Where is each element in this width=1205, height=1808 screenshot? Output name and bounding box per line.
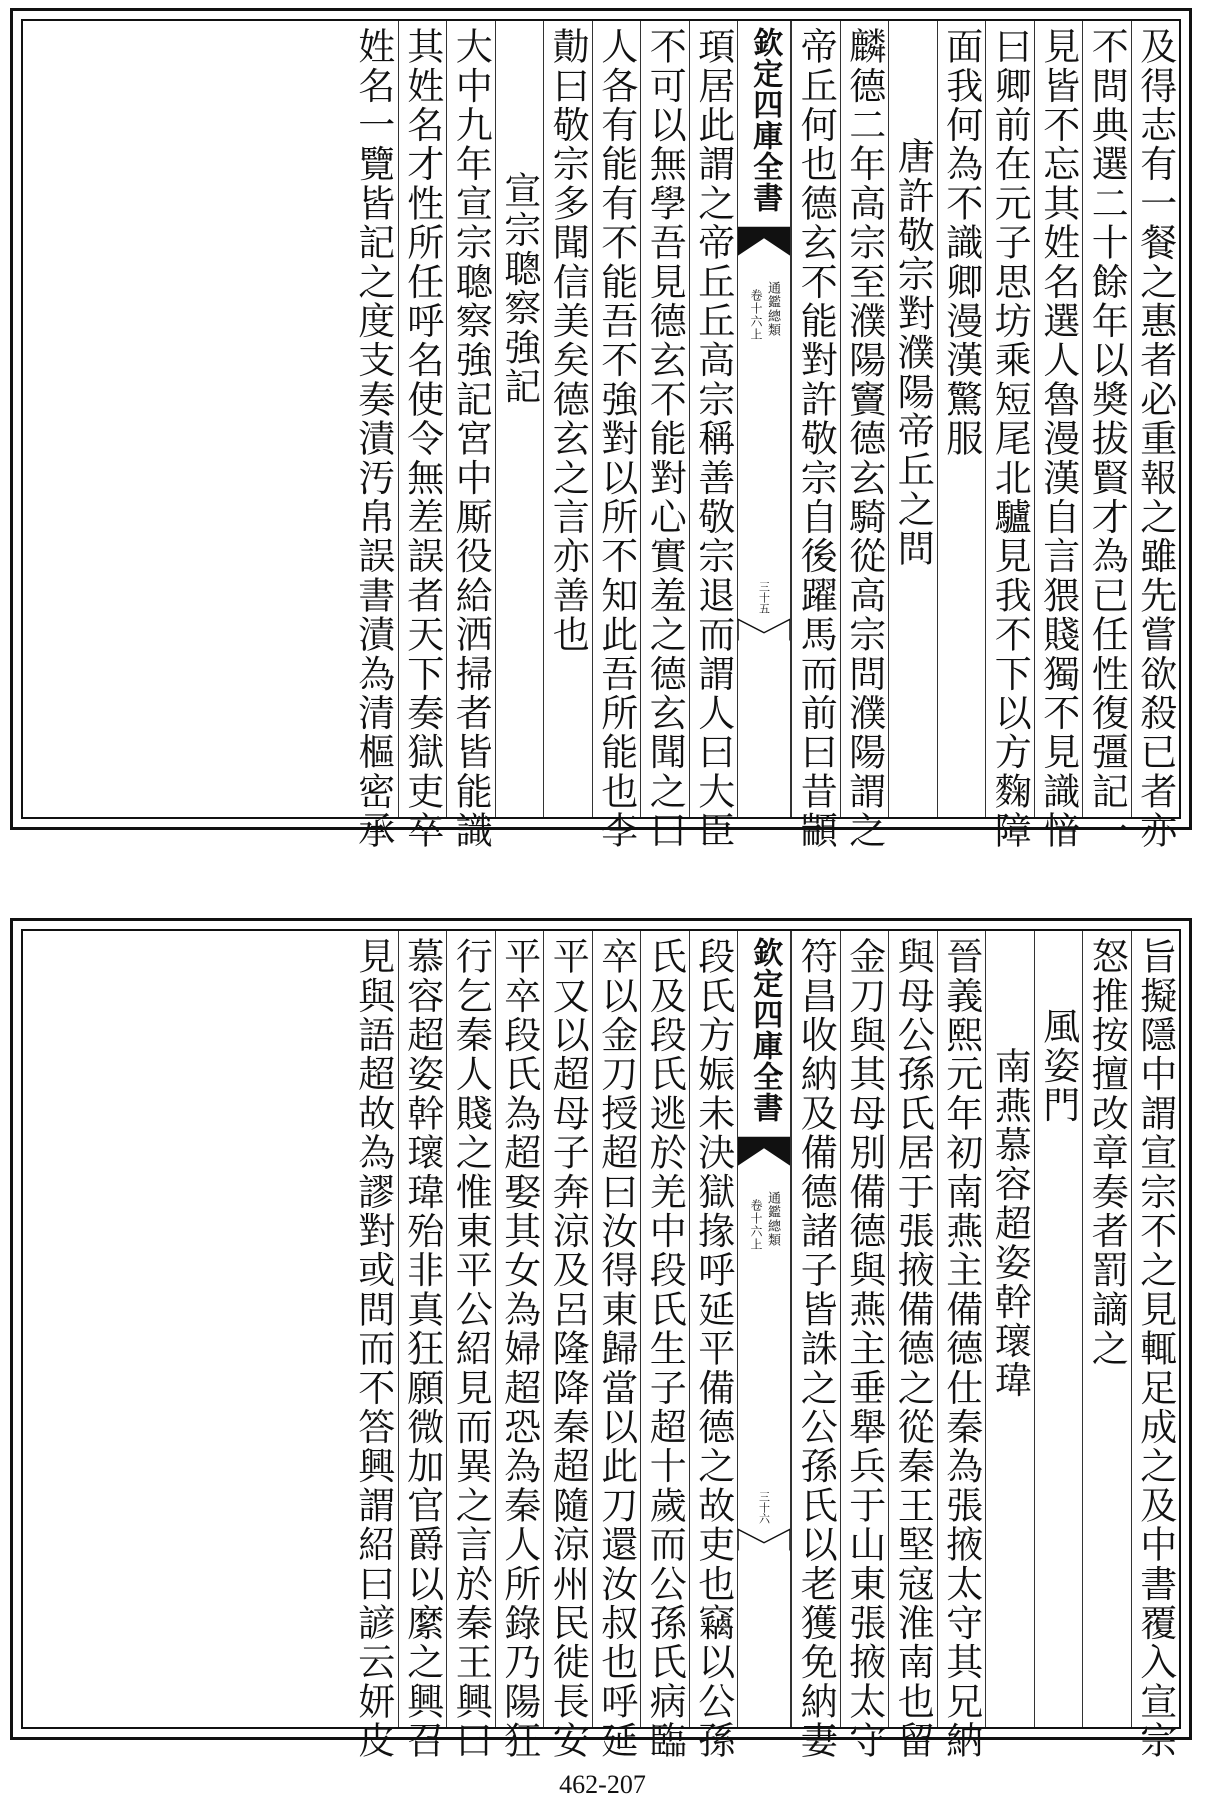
column-text: 面我何為不識卿漫漢驚服	[939, 27, 983, 459]
text-block	[21, 19, 1181, 851]
column-text: 頊居此謂之帝丘丘高宗稱善敬宗退而謂人曰大臣	[691, 27, 735, 851]
text-column	[592, 21, 641, 851]
heading-column	[985, 931, 1034, 1727]
text-column	[592, 931, 641, 1761]
column-text: 人各有能有不能吾不強對以所不知此吾所能也李	[594, 27, 638, 851]
collection-title: 欽定四庫全書	[747, 937, 783, 1123]
section-heading: 南燕慕容超姿幹瓌瑋	[988, 1047, 1032, 1400]
center-fold	[737, 21, 791, 817]
text-column	[689, 931, 738, 1761]
text-column	[985, 21, 1034, 851]
column-text: 姓名一覽皆記之度支奏漬汚帛誤書漬為清樞密承	[351, 27, 395, 851]
text-column	[446, 931, 495, 1761]
column-text: 不可以無學吾見德玄不能對心實羞之德玄聞之曰	[643, 27, 687, 851]
center-fold	[737, 931, 791, 1727]
book-title: 通鑑總類	[765, 1191, 780, 1247]
heading-column	[495, 21, 544, 817]
column-text: 勣曰敬宗多聞信美矣德玄之言亦善也	[546, 27, 590, 655]
column-text: 段氏方娠未決獄掾呼延平備德之故吏也竊以公孫	[691, 937, 735, 1761]
column-text: 帝丘何也德玄不能對許敬宗自後躍馬而前曰昔顓	[794, 27, 838, 851]
column-text: 晉義熙元年初南燕主備德仕秦為張掖太守其兄納	[939, 937, 983, 1761]
text-column	[398, 21, 447, 851]
page-bottom	[10, 918, 1192, 1761]
text-column	[1131, 931, 1180, 1761]
text-column	[791, 21, 840, 851]
text-column	[495, 931, 544, 1761]
column-text: 卒以金刀授超曰汝得東歸當以此刀還汝叔也呼延	[594, 937, 638, 1761]
column-text: 不問典選二十餘年以奬拔賢才為已任性復彊記一	[1085, 27, 1129, 851]
fishtail-mark-icon	[738, 1136, 790, 1176]
text-column	[791, 931, 840, 1761]
text-column	[640, 21, 689, 851]
column-text: 其姓名才性所任呼名使令無差誤者天下奏獄吏卒	[400, 27, 444, 851]
column-text: 平又以超母子奔涼及呂隆降秦超隨涼州民徙長安	[546, 937, 590, 1761]
column-text: 符昌收納及備德諸子皆誅之公孫氏以老獲免納妻	[794, 937, 838, 1761]
text-column	[1082, 21, 1131, 851]
category-heading: 風姿門	[1036, 1007, 1080, 1125]
heading-column	[888, 21, 937, 817]
text-column	[640, 931, 689, 1761]
column-text: 怒推按擅改章奏者罰謫之	[1085, 937, 1129, 1369]
text-column	[1131, 21, 1180, 851]
volume-label: 卷十六上	[749, 1199, 763, 1251]
text-column	[840, 931, 889, 1761]
book-title: 通鑑總類	[765, 281, 780, 337]
column-text: 及得志有一餐之惠者必重報之雖先嘗欲殺已者亦	[1133, 27, 1177, 851]
text-column	[937, 21, 986, 817]
column-text: 慕容超姿幹瓌瑋殆非真狂願微加官爵以縻之興召	[400, 937, 444, 1761]
column-text: 行乞秦人賤之惟東平公紹見而異之言於秦王興曰	[449, 937, 493, 1761]
column-text: 曰卿前在元子思坊乘短尾北驢見我不下以方麴障	[988, 27, 1032, 851]
heading-column	[1034, 931, 1083, 1727]
column-text: 金刀與其母別備德與燕主垂舉兵于山東張掖太守	[842, 937, 886, 1761]
volume-label: 卷十六上	[749, 289, 763, 341]
text-column	[937, 931, 986, 1761]
text-column	[543, 21, 592, 817]
fishtail-mark-icon	[738, 226, 790, 266]
text-column	[888, 931, 937, 1761]
text-column	[349, 931, 398, 1761]
collection-title: 欽定四庫全書	[747, 27, 783, 213]
page-number: 462-207	[559, 1770, 646, 1799]
section-heading: 唐許敬宗對濮陽帝丘之問	[891, 137, 935, 569]
text-column	[689, 21, 738, 851]
column-text: 氏及段氏逃於羌中段氏生子超十歲而公孫氏病臨	[643, 937, 687, 1761]
section-heading: 宣宗聰察強記	[497, 171, 541, 407]
column-text: 平卒段氏為超娶其女為婦超恐為秦人所錄乃陽狂	[497, 937, 541, 1761]
leaf-number: 三十五	[757, 581, 771, 614]
text-column	[398, 931, 447, 1761]
column-text: 麟德二年高宗至濮陽竇德玄騎從高宗問濮陽謂之	[842, 27, 886, 851]
page-top	[10, 8, 1192, 851]
text-column	[446, 21, 495, 851]
column-text: 見與語超故為謬對或問而不答興謂紹曰諺云妍皮	[351, 937, 395, 1761]
column-text: 旨擬隱中謂宣宗不之見輒足成之及中書覆入宣宗	[1133, 937, 1177, 1761]
text-column	[1034, 21, 1083, 851]
text-column	[349, 21, 398, 851]
lower-fishtail-icon	[738, 1521, 790, 1551]
text-block	[21, 929, 1181, 1761]
column-text: 大中九年宣宗聰察強記宮中厮役給洒掃者皆能識	[449, 27, 493, 851]
column-text: 與母公孫氏居于張掖備德之從秦王堅寇淮南也留	[891, 937, 935, 1761]
text-column	[1082, 931, 1131, 1727]
column-text: 見皆不忘其姓名選人魯漫漢自言猥賤獨不見識愔	[1036, 27, 1080, 851]
text-column	[840, 21, 889, 851]
text-column	[543, 931, 592, 1761]
leaf-number: 三十六	[757, 1491, 771, 1524]
lower-fishtail-icon	[738, 611, 790, 641]
